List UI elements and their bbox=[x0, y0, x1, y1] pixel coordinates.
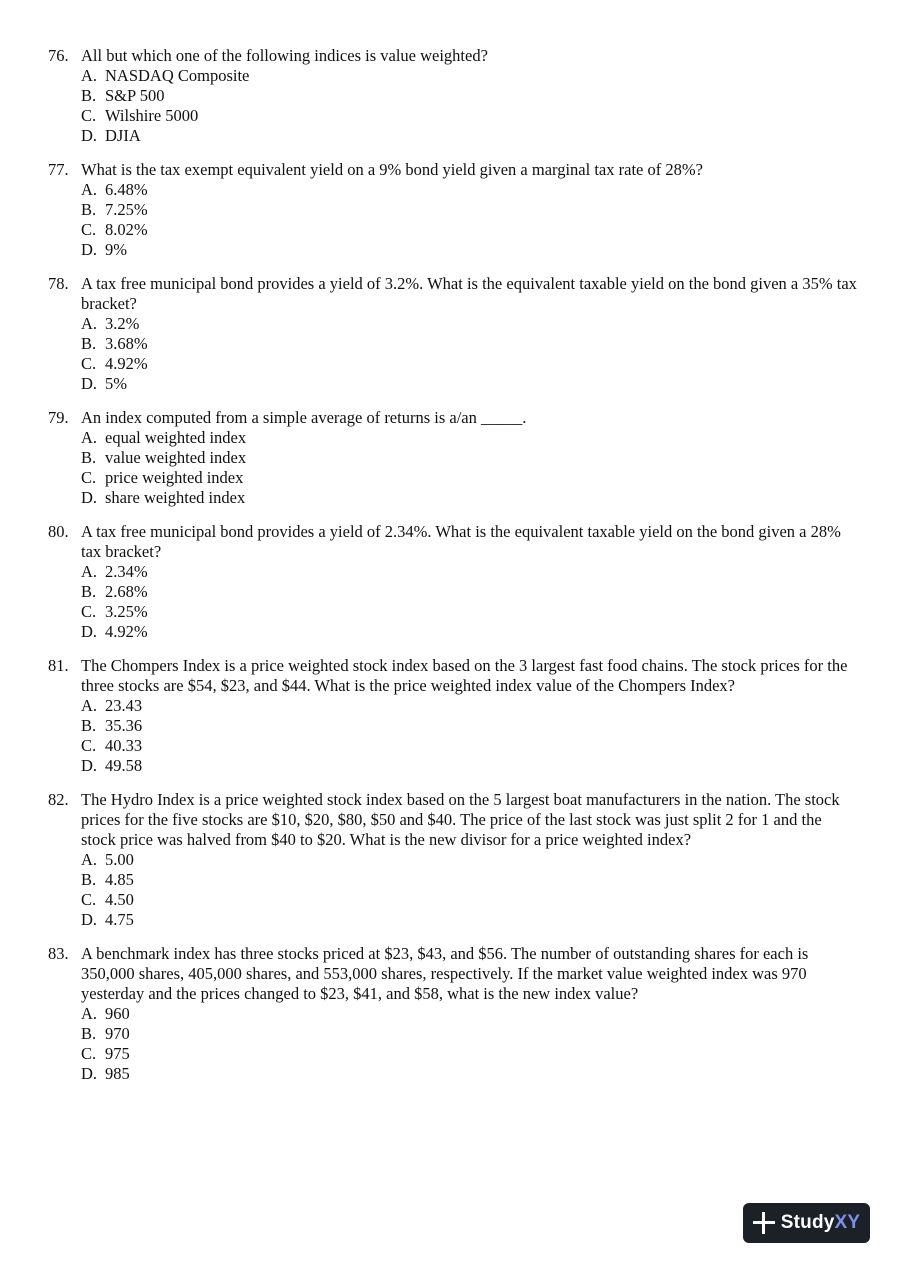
answer-option bbox=[81, 314, 858, 334]
option-letter: B. bbox=[81, 200, 97, 219]
option-text: 3.25% bbox=[105, 602, 148, 621]
question-76 bbox=[48, 46, 858, 146]
option-letter: A. bbox=[81, 428, 98, 447]
answer-option bbox=[81, 910, 858, 930]
option-letter: A. bbox=[81, 850, 98, 869]
option-text: 40.33 bbox=[105, 736, 143, 755]
answer-options bbox=[81, 696, 858, 776]
option-letter: B. bbox=[81, 86, 97, 105]
answer-option bbox=[81, 870, 858, 890]
brand-name-study: Study bbox=[780, 1212, 835, 1233]
option-text: value weighted index bbox=[105, 448, 247, 467]
answer-option bbox=[81, 1064, 858, 1084]
option-letter: B. bbox=[81, 870, 97, 889]
option-letter: C. bbox=[81, 106, 97, 125]
option-letter: A. bbox=[81, 1004, 98, 1023]
question-number: 80. bbox=[48, 522, 69, 541]
option-text: 7.25% bbox=[105, 200, 148, 219]
answer-option bbox=[81, 106, 858, 126]
option-letter: B. bbox=[81, 1024, 97, 1043]
answer-option bbox=[81, 1044, 858, 1064]
brand-name bbox=[781, 1212, 861, 1234]
option-text: 4.50 bbox=[105, 890, 134, 909]
studyxy-logo[interactable] bbox=[743, 1203, 870, 1243]
question-79 bbox=[48, 408, 858, 508]
option-letter: C. bbox=[81, 220, 97, 239]
question-83 bbox=[48, 944, 858, 1084]
answer-option bbox=[81, 716, 858, 736]
answer-option bbox=[81, 582, 858, 602]
answer-options bbox=[81, 1004, 858, 1084]
option-text: 960 bbox=[105, 1004, 130, 1023]
option-text: NASDAQ Composite bbox=[105, 66, 250, 85]
answer-option bbox=[81, 374, 858, 394]
answer-option bbox=[81, 180, 858, 200]
answer-option bbox=[81, 86, 858, 106]
plus-icon bbox=[753, 1212, 775, 1234]
option-letter: B. bbox=[81, 448, 97, 467]
option-letter: D. bbox=[81, 910, 98, 929]
answer-options bbox=[81, 428, 858, 508]
option-letter: D. bbox=[81, 1064, 98, 1083]
option-letter: A. bbox=[81, 66, 98, 85]
question-text: A benchmark index has three stocks priced at $23, $43, and $56. The number of outstanding shares for each is 350,000 shares, 405,000 shares, and 553,000 shares, respectively. If the market value weighted index was 970 yesterday and the prices changed to $23, $41, and $58, what is the new index value? bbox=[81, 944, 809, 1003]
answer-option bbox=[81, 200, 858, 220]
option-text: 49.58 bbox=[105, 756, 143, 775]
answer-option bbox=[81, 334, 858, 354]
option-letter: B. bbox=[81, 334, 97, 353]
answer-option bbox=[81, 890, 858, 910]
answer-option bbox=[81, 756, 858, 776]
answer-option bbox=[81, 1004, 858, 1024]
option-letter: D. bbox=[81, 126, 98, 145]
option-text: 35.36 bbox=[105, 716, 143, 735]
option-text: 8.02% bbox=[105, 220, 148, 239]
option-letter: D. bbox=[81, 756, 98, 775]
option-letter: C. bbox=[81, 468, 97, 487]
answer-options bbox=[81, 562, 858, 642]
answer-option bbox=[81, 448, 858, 468]
answer-option bbox=[81, 488, 858, 508]
answer-option bbox=[81, 696, 858, 716]
question-number: 77. bbox=[48, 160, 69, 179]
option-text: 9% bbox=[105, 240, 127, 259]
answer-option bbox=[81, 736, 858, 756]
question-80 bbox=[48, 522, 858, 642]
option-letter: C. bbox=[81, 354, 97, 373]
option-text: share weighted index bbox=[105, 488, 246, 507]
option-letter: B. bbox=[81, 582, 97, 601]
answer-option bbox=[81, 562, 858, 582]
question-text: A tax free municipal bond provides a yield of 3.2%. What is the equivalent taxable yield on the bond given a 35% tax bracket? bbox=[81, 274, 857, 313]
question-text: The Chompers Index is a price weighted stock index based on the 3 largest fast food chains. The stock prices for the three stocks are $54, $23, and $44. What is the price weighted index value of the Chompers Index? bbox=[81, 656, 848, 695]
option-letter: D. bbox=[81, 374, 98, 393]
option-text: 4.92% bbox=[105, 622, 148, 641]
question-number: 78. bbox=[48, 274, 69, 293]
option-letter: B. bbox=[81, 716, 97, 735]
answer-option bbox=[81, 240, 858, 260]
option-letter: A. bbox=[81, 562, 98, 581]
question-text: An index computed from a simple average of returns is a/an _____. bbox=[81, 408, 527, 427]
question-sheet bbox=[48, 46, 858, 1098]
brand-name-xy: XY bbox=[834, 1212, 861, 1233]
option-letter: D. bbox=[81, 240, 98, 259]
option-letter: C. bbox=[81, 736, 97, 755]
answer-option bbox=[81, 126, 858, 146]
answer-option bbox=[81, 354, 858, 374]
answer-option bbox=[81, 850, 858, 870]
answer-option bbox=[81, 428, 858, 448]
question-text: The Hydro Index is a price weighted stock index based on the 5 largest boat manufacturers in the nation. The stock prices for the five stocks are $10, $20, $80, $50 and $40. The price of the last stock was just split 2 for 1 and the stock price was halved from $40 to $20. What is the new divisor for a price weighted index? bbox=[81, 790, 840, 849]
question-82 bbox=[48, 790, 858, 930]
answer-option bbox=[81, 66, 858, 86]
option-letter: D. bbox=[81, 622, 98, 641]
option-text: 23.43 bbox=[105, 696, 143, 715]
option-text: price weighted index bbox=[105, 468, 244, 487]
answer-option bbox=[81, 622, 858, 642]
answer-options bbox=[81, 314, 858, 394]
question-number: 79. bbox=[48, 408, 69, 427]
option-text: 970 bbox=[105, 1024, 130, 1043]
option-text: 4.85 bbox=[105, 870, 134, 889]
question-number: 82. bbox=[48, 790, 69, 809]
option-text: equal weighted index bbox=[105, 428, 247, 447]
option-text: 4.75 bbox=[105, 910, 134, 929]
question-text: A tax free municipal bond provides a yield of 2.34%. What is the equivalent taxable yield on the bond given a 28% tax bracket? bbox=[81, 522, 841, 561]
option-text: 6.48% bbox=[105, 180, 148, 199]
option-text: 5% bbox=[105, 374, 127, 393]
option-text: S&P 500 bbox=[105, 86, 165, 105]
answer-option bbox=[81, 220, 858, 240]
option-letter: C. bbox=[81, 890, 97, 909]
answer-option bbox=[81, 1024, 858, 1044]
question-text: What is the tax exempt equivalent yield on a 9% bond yield given a marginal tax rate of 28%? bbox=[81, 160, 703, 179]
option-letter: C. bbox=[81, 602, 97, 621]
option-text: 3.2% bbox=[105, 314, 140, 333]
answer-options bbox=[81, 66, 858, 146]
option-text: 975 bbox=[105, 1044, 130, 1063]
answer-option bbox=[81, 468, 858, 488]
question-81 bbox=[48, 656, 858, 776]
option-text: 3.68% bbox=[105, 334, 148, 353]
question-77 bbox=[48, 160, 858, 260]
option-letter: D. bbox=[81, 488, 98, 507]
option-text: 4.92% bbox=[105, 354, 148, 373]
option-text: 985 bbox=[105, 1064, 130, 1083]
question-78 bbox=[48, 274, 858, 394]
question-text: All but which one of the following indices is value weighted? bbox=[81, 46, 488, 65]
option-letter: C. bbox=[81, 1044, 97, 1063]
question-number: 81. bbox=[48, 656, 69, 675]
answer-options bbox=[81, 850, 858, 930]
answer-options bbox=[81, 180, 858, 260]
option-text: 2.68% bbox=[105, 582, 148, 601]
option-letter: A. bbox=[81, 314, 98, 333]
question-number: 76. bbox=[48, 46, 69, 65]
option-text: 5.00 bbox=[105, 850, 134, 869]
option-letter: A. bbox=[81, 696, 98, 715]
option-text: 2.34% bbox=[105, 562, 148, 581]
answer-option bbox=[81, 602, 858, 622]
option-text: Wilshire 5000 bbox=[105, 106, 199, 125]
question-number: 83. bbox=[48, 944, 69, 963]
option-letter: A. bbox=[81, 180, 98, 199]
option-text: DJIA bbox=[105, 126, 141, 145]
